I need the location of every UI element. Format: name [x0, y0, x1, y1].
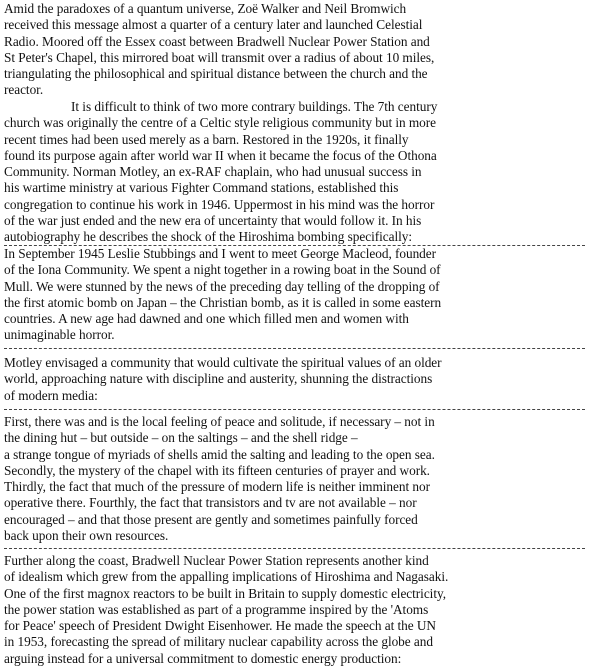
text-line: congregation to continue his work in 1946. Uppermost in his mind was the horror	[4, 196, 435, 212]
text-line: Motley envisaged a community that would cultivate the spiritual values of an older	[4, 355, 442, 370]
text-line: autobiography he describes the shock of the Hiroshima bombing specifically:	[4, 229, 412, 245]
text-line: Secondly, the mystery of the chapel with its fifteen centuries of prayer and work.	[4, 462, 430, 478]
text-line: It is difficult to think of two more contrary buildings. The 7th century	[71, 99, 438, 114]
text-line: world, approaching nature with discipline and austerity, shunning the distractions	[4, 371, 433, 387]
text-line: operative there. Fourthly, the fact that transistors and tv are not available – nor	[4, 495, 417, 511]
text-line: Radio. Moored off the Essex coast between Bradwell Nuclear Power Station and	[4, 33, 430, 49]
text-line: First, there was and is the local feeling of peace and solitude, if necessary – not in	[4, 414, 435, 429]
text-line: Mull. We were stunned by the news of the preceding day telling of the dropping of	[4, 278, 440, 294]
text-line: arguing instead for a universal commitment to domestic energy production:	[4, 650, 402, 666]
intro-paragraph	[4, 1, 586, 99]
text-line: unimaginable horror.	[4, 327, 115, 343]
text-line: of modern media:	[4, 387, 98, 403]
divider	[4, 409, 585, 410]
text-line: encouraged – and that those present are gently and sometimes painfully forced	[4, 511, 418, 527]
text-line: his wartime ministry at various Fighter Command stations, established this	[4, 180, 399, 196]
text-line: the power station was established as part of a programme inspired by the 'Atoms	[4, 601, 429, 617]
text-line: the first atomic bomb on Japan – the Christian bomb, as it is called in some eastern	[4, 294, 442, 310]
text-line: In September 1945 Leslie Stubbings and I went to meet George Macleod, founder	[4, 246, 437, 261]
text-line: of the Iona Community. We spent a night together in a rowing boat in the Sound of	[4, 262, 441, 278]
text-line: back upon their own resources.	[4, 528, 169, 544]
divider	[4, 548, 585, 549]
text-line: of the war just ended and the new era of uncertainty that would follow it. In his	[4, 213, 422, 229]
text-line: Further along the coast, Bradwell Nuclear Power Station represents another kind	[4, 553, 429, 568]
hiroshima-quote	[4, 246, 586, 344]
text-line: Thirdly, the fact that much of the pressure of modern life is neither imminent nor	[4, 479, 430, 495]
text-line: Amid the paradoxes of a quantum universe, Zoë Walker and Neil Bromwich	[4, 1, 407, 16]
chapel-paragraph	[4, 99, 586, 246]
text-line: One of the first magnox reactors to be built in Britain to supply domestic electricity,	[4, 585, 446, 601]
peace-quote	[4, 414, 586, 544]
text-line: reactor.	[4, 82, 44, 98]
text-line: a strange tongue of myriads of shells amid the salting and leading to the open sea.	[4, 446, 435, 462]
text-line: triangulating the philosophical and spiritual distance between the church and the	[4, 66, 428, 82]
divider	[4, 348, 585, 349]
text-line: found its purpose again after world war II when it became the focus of the Othona	[4, 147, 437, 163]
power-station-paragraph	[4, 553, 586, 667]
text-line: Community. Norman Motley, an ex-RAF chaplain, who had unusual success in	[4, 164, 422, 180]
motley-paragraph	[4, 355, 586, 404]
text-line: St Peter's Chapel, this mirrored boat will transmit over a radius of about 10 miles,	[4, 49, 435, 65]
text-line: of idealism which grew from the appalling implications of Hiroshima and Nagasaki.	[4, 569, 449, 585]
text-line: in 1953, forecasting the spread of military nuclear capability across the globe and	[4, 634, 433, 650]
text-line: recent times had been used merely as a barn. Restored in the 1920s, it finally	[4, 131, 409, 147]
text-line: for Peace' speech of President Dwight Eisenhower. He made the speech at the UN	[4, 618, 436, 634]
text-line: countries. A new age had dawned and one which filled men and women with	[4, 311, 409, 327]
text-line: church was originally the centre of a Celtic style religious community but in more	[4, 115, 436, 131]
text-line: received this message almost a quarter of a century later and launched Celestial	[4, 17, 423, 33]
text-line: the dining hut – but outside – on the saltings – and the shell ridge –	[4, 430, 358, 446]
